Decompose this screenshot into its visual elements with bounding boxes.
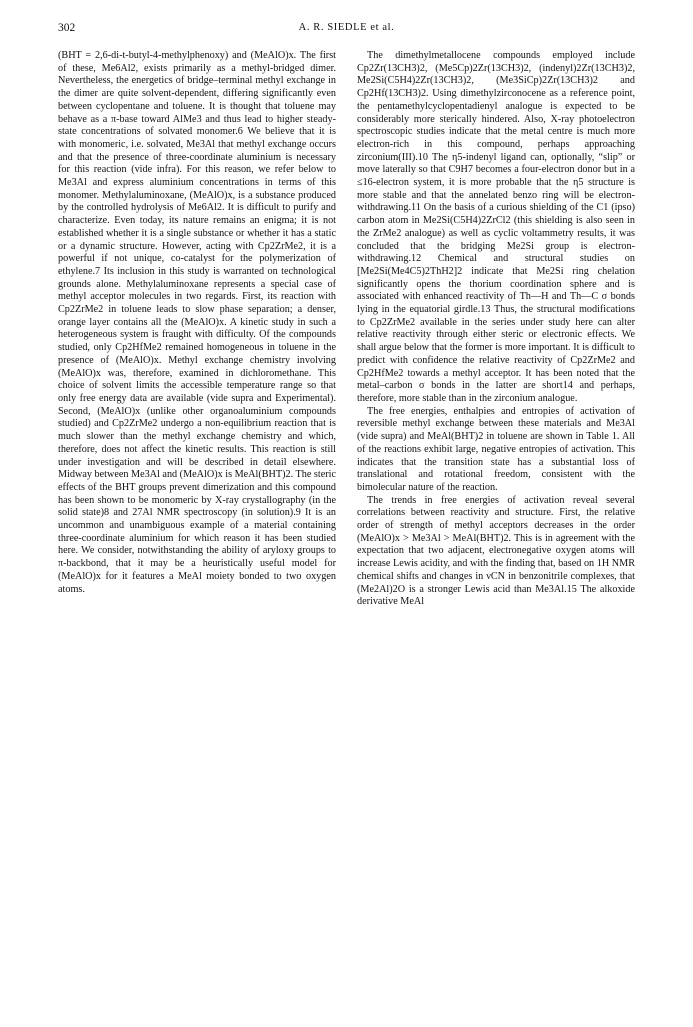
right-paragraph-3: The trends in free energies of activation reveal several correlations between reactivity and structure. First, the relative order of strength of methyl acceptors decreases in the order (MeAlO)x > Me3Al > MeAl(BHT)2. This is in agreement with the expectation that two adjacent, electronegative oxygen atoms will increase Lewis acidity, and with the finding that, based on 1H NMR chemical shifts and changes in νCN in benzonitrile complexes, that (Me2Al)2O is a stronger Lewis acid than Me3Al.15 The alkoxide derivative MeAl (357, 494, 635, 608)
right-paragraph-1: The dimethylmetallocene compounds employed include Cp2Zr(13CH3)2, (Me5Cp)2Zr(13CH3)2, (indenyl)2Zr(13CH3)2, Me2Si(C5H4)2Zr(13CH3)2, (Me3SiCp)2Zr(13CH3)2 and Cp2Hf(13CH3)2. Using dimethylzirconocene as a reference point, the pentamethylcyclopentadienyl analogue is expected to be considerably more sterically hindered. Also, X-ray photoelectron spectroscopic studies indicate that the metal centre is much more electron-rich in this compound, perhaps approaching zirconium(III).10 The η5-indenyl ligand can, optionally, “slip” or move laterally so that C9H7 becomes a four-electron donor but in a ≤16-electron system, it is more probable that the η5 structure is more stable and that the annelated benzo ring will be electron-withdrawing.11 On the basis of a curious shielding of the C1 (ipso) carbon atom in Me2Si(C5H4)2ZrCl2 (this shielding is also seen in the ZrMe2 analogue) as well as cyclic voltammetry results, it was concluded that the bridging Me2Si group is electron-withdrawing.12 Chemical and structural studies on [Me2Si(Me4C5)2ThH2]2 indicate that Me2Si ring chelation significantly opens the thorium coordination sphere and is associated with enhanced reactivity of Th—H and Th—C σ bonds lying in the equatorial girdle.13 Thus, the structural modifications to Cp2ZrMe2 available in the series under study here can alter relative reactivity through either steric or electronic effects. We shall argue below that the former is more important. It is difficult to predict with confidence the relative reactivity of Cp2ZrMe2 and Cp2HfMe2 towards a methyl acceptor. It has been noted that the metal–carbon σ bonds in the latter are short14 and perhaps, therefore, more stable than in the zirconium analogue. (357, 50, 635, 404)
running-head: A. R. SIEDLE et al. (298, 22, 395, 33)
right-column (357, 50, 635, 609)
page-header (58, 22, 635, 38)
left-column (58, 50, 336, 596)
page-number: 302 (58, 22, 76, 34)
left-paragraph-1: (BHT = 2,6-di-t-butyl-4-methylphenoxy) and (MeAlO)x. The first of these, Me6Al2, exists primarily as a methyl-bridged dimer. Nevertheless, the energetics of bridge–terminal methyl exchange in the dimer are quite solvent-dependent, differing significantly even between cyclopentane and toluene. It is thought that toluene may behave as a π-base toward AlMe3 and thus lead to higher steady-state concentrations of solvated monomer.6 We believe that it is with monomeric, i.e. solvated, Me3Al that methyl exchange occurs and that the presence of three-coordinate aluminium is necessary for this reaction (vide infra). For this reason, we refer below to Me3Al and express aluminium concentrations in terms of this monomer. Methylaluminoxane, (MeAlO)x, is a substance produced by the controlled hydrolysis of Me6Al2. It is difficult to purify and characterize. Even today, its nature remains an enigma; it is not established whether it is a single substance or whether it has a static or a dynamic structure. However, acting with Cp2ZrMe2, it is a powerful if not unique, co-catalyst for the polymerization of ethylene.7 Its inclusion in this study is warranted on technological grounds alone. Methylaluminoxane represents a special case of methyl acceptor molecules in two regards. First, its reaction with Cp2ZrMe2 in toluene leads to slow phase separation; a denser, orange layer contains all the (MeAlO)x. A kinetic study in such a heterogeneous system is fraught with difficulty. Of the compounds studied, only Cp2HfMe2 remained homogeneous in toluene in the presence of (MeAlO)x. Methyl exchange chemistry involving (MeAlO)x was, therefore, examined in dichloromethane. This choice of solvent limits the accessible temperature range so that only free energy data are available (vide supra and Experimental). Second, (MeAlO)x (unlike other organoaluminium compounds studied) and Cp2ZrMe2 undergo a non-equilibrium reaction that is much slower than the methyl exchange chemistry and which, therefore, does not affect the kinetic results. This reaction is still under investigation and will be described in detail elsewhere. Midway between Me3Al and (MeAlO)x is MeAl(BHT)2. The steric effects of the BHT groups prevent dimerization and this compound has been shown to be monomeric by X-ray crystallography (in the solid state)8 and 27Al NMR spectroscopy (in solution).9 It is an uncommon and unambiguous example of a material containing three-coordinate aluminium for which reason it has been studied here. We consider, notwithstanding the ability of aryloxy groups to π-backbond, that it may be a heuristically useful model for (MeAlO)x for it features a MeAl moiety bonded to two oxygen atoms. (58, 50, 336, 595)
right-paragraph-2: The free energies, enthalpies and entropies of activation of reversible methyl exchange between these materials and Me3Al (vide supra) and MeAl(BHT)2 in toluene are shown in Table 1. All of the reactions exhibit large, negative entropies of activation. This indicates that the transition state has a substantial loss of translational and rotational freedom, consistent with the bimolecular nature of the reaction. (357, 405, 635, 493)
